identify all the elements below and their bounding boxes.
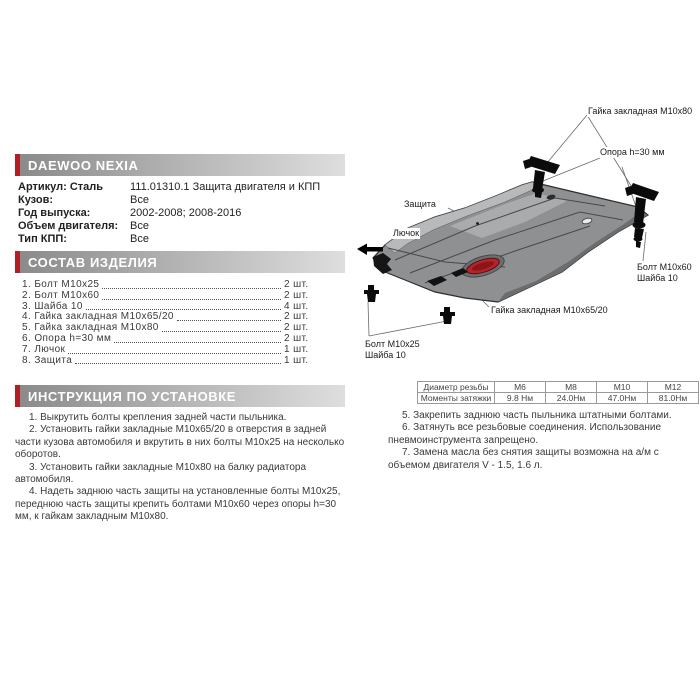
part-qty: 1 шт. [284, 354, 309, 366]
table-row [418, 382, 699, 393]
info-value: Все [130, 194, 149, 206]
brand-title: DAEWOO NEXIA [28, 157, 139, 173]
part-name: 7. Лючок [22, 343, 66, 355]
info-value: 111.01310.1 Защита двигателя и КПП [130, 181, 321, 193]
step-4: 4. Надеть заднюю часть защиты на установленные болты М10х25, переднюю часть защиты крепить болтами М10х60 через опоры h=30 мм, к гайкам закладным М10х80. [15, 486, 341, 523]
step-3: 3. Установить гайки закладные М10х80 на балку радиатора автомобиля. [15, 461, 307, 486]
label-gaika-m10x80: Гайка закладная М10х80 [588, 106, 693, 116]
part-qty: 2 шт. [284, 289, 309, 301]
torque-cell: М10 [597, 382, 648, 393]
part-qty: 2 шт. [284, 332, 309, 344]
info-row-article [18, 181, 350, 194]
step-6: 6. Затянуть все резьбовые соединения. Использование пневмоинструмента запрещено. [388, 422, 662, 446]
torque-cell: 81.0Нм [648, 393, 699, 404]
info-row-engine [18, 220, 350, 233]
info-label: Год выпуска: [18, 207, 91, 219]
info-label: Тип КПП: [18, 233, 67, 245]
table-row [418, 393, 699, 404]
instruction-steps-left [15, 412, 352, 524]
part-qty: 2 шт. [284, 311, 309, 323]
parts-list [22, 280, 320, 366]
part-name: 3. Шайба 10 [22, 300, 83, 312]
step-2: 2. Установить гайки закладные М10х65/20 в отверстия в задней части кузова автомобиля и вкрутить в них болты М10х25 на несколько оборотов. [15, 424, 345, 461]
info-value: Все [130, 233, 149, 245]
part-name: 6. Опора h=30 мм [22, 332, 112, 344]
step-5: 5. Закрепить заднюю часть пыльника штатными болтами. [402, 410, 672, 421]
composition-header-bar [15, 251, 345, 273]
bolt-m10x25-left [364, 285, 379, 302]
part-qty: 1 шт. [284, 343, 309, 355]
label-zashchita: Защита [404, 199, 436, 209]
callout-dot [476, 222, 479, 225]
torque-header-cell: Диаметр резьбы [418, 382, 495, 393]
skid-plate-diagram [355, 85, 700, 375]
part-name: 2. Болт М10х60 [22, 289, 100, 301]
torque-cell: М8 [546, 382, 597, 393]
dotted-leader [102, 299, 281, 300]
composition-title: СОСТАВ ИЗДЕЛИЯ [28, 254, 158, 270]
torque-table [417, 381, 699, 404]
brand-header-bar [15, 154, 345, 176]
label-shayba-left: Шайба 10 [365, 350, 406, 360]
label-opora: Опора h=30 мм [600, 147, 665, 157]
dotted-leader [102, 288, 281, 289]
part-name: 8. Защита [22, 354, 73, 366]
instruction-steps-right [388, 410, 696, 472]
torque-cell: 24.0Нм [546, 393, 597, 404]
label-shayba-right: Шайба 10 [637, 273, 678, 283]
part-name: 1. Болт М10х25 [22, 279, 100, 290]
torque-cell: 47.0Нм [597, 393, 648, 404]
dotted-leader [114, 342, 281, 343]
torque-cell: М6 [495, 382, 546, 393]
list-item [22, 356, 320, 367]
info-label: Артикул: Сталь [18, 181, 104, 193]
list-item [22, 345, 320, 356]
part-qty: 2 шт. [284, 279, 309, 290]
info-label: Кузов: [18, 194, 54, 206]
dotted-leader [177, 320, 281, 321]
bolt-m10x25-right [440, 307, 455, 324]
torque-header-cell: Моменты затяжки [418, 393, 495, 404]
label-bolt-m10x25 [364, 339, 421, 361]
instructions-title: ИНСТРУКЦИЯ ПО УСТАНОВКЕ [28, 388, 237, 404]
part-name: 4. Гайка закладная М10х65/20 [22, 311, 174, 323]
info-row-years [18, 207, 350, 220]
dotted-leader [86, 309, 281, 310]
torque-cell: М12 [648, 382, 699, 393]
instructions-header-bar [15, 385, 345, 407]
label-bolt-m10x60-line1: Болт М10х60 [637, 262, 692, 272]
dotted-leader [162, 331, 281, 332]
product-info [18, 181, 350, 246]
dotted-leader [68, 353, 281, 354]
part-qty: 4 шт. [284, 300, 309, 312]
torque-cell: 9.8 Нм [495, 393, 546, 404]
info-row-gearbox [18, 233, 350, 246]
info-value: Все [130, 220, 149, 232]
list-item [22, 334, 320, 345]
info-label: Объем двигателя: [18, 220, 119, 232]
list-item [22, 291, 320, 302]
label-bolt-m10x25-line1: Болт М10х25 [365, 339, 420, 349]
dotted-leader [75, 363, 281, 364]
step-7: 7. Замена масла без снятия защиты возможна на а/м с объемом двигателя V - 1.5, 1.6 л. [388, 447, 659, 471]
part-qty: 2 шт. [284, 322, 309, 334]
label-bolt-m10x60 [636, 262, 693, 284]
step-1: 1. Выкрутить болты крепления задней части пыльника. [29, 412, 287, 423]
label-gaika-m10x65: Гайка закладная М10х65/20 [491, 305, 608, 315]
label-lyuchok: Лючок [393, 228, 420, 238]
info-row-body [18, 194, 350, 207]
part-name: 5. Гайка закладная М10х80 [22, 322, 159, 334]
info-value: 2002-2008; 2008-2016 [130, 207, 242, 219]
